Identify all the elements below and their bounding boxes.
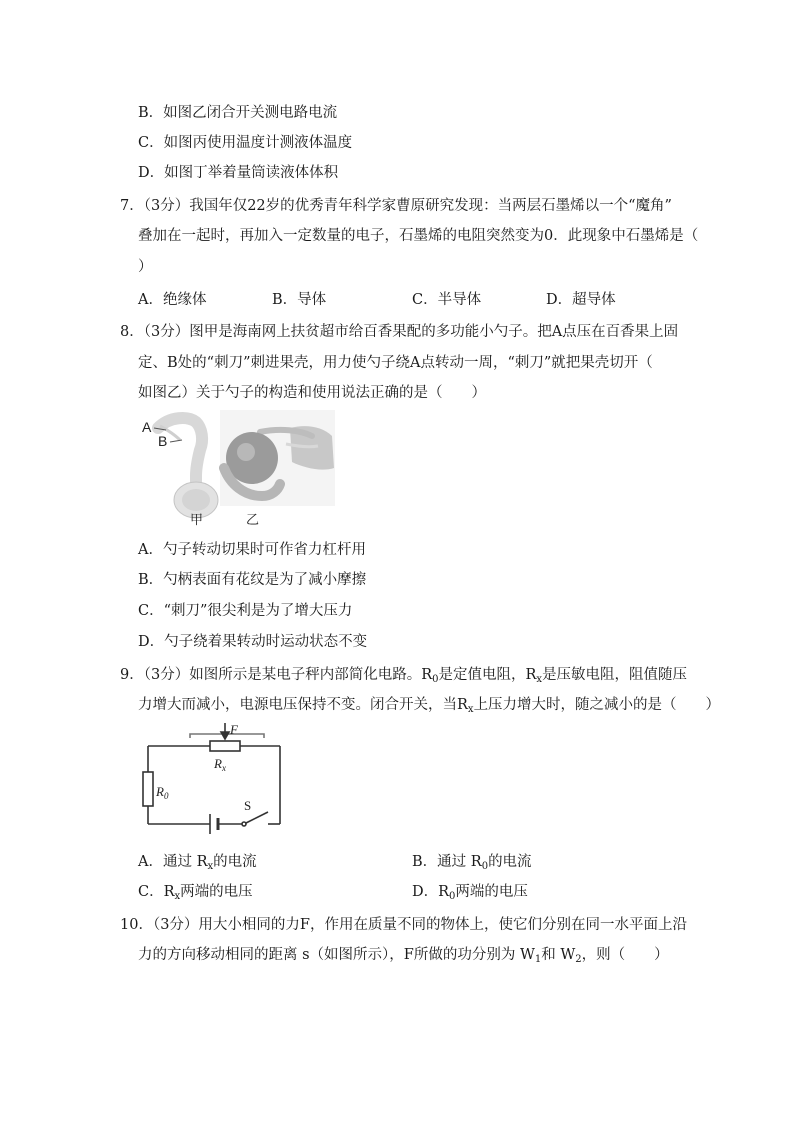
q6-option-b: B．如图乙闭合开关测电路电流	[138, 105, 338, 121]
label-yi: 乙	[246, 513, 260, 528]
q7-option-c: C．半导体	[412, 292, 482, 308]
q7-option-d: D．超导体	[546, 292, 616, 308]
switch	[246, 812, 268, 823]
q7-option-b: B．导体	[272, 292, 327, 308]
q9-stem-line2: 力增大而减小，电源电压保持不变。闭合开关，当$R_x$上压力增大时，随之减小的是（ ）	[138, 697, 721, 715]
q9-option-b: B．通过 $R_0$的电流	[412, 854, 532, 872]
label-f: F	[230, 722, 238, 737]
rx-resistor	[210, 741, 240, 751]
q7-stem-line1: 7．（3分）我国年仅22岁的优秀青年科学家曹原研究发现：当两层石墨烯以一个“魔角”	[120, 198, 672, 214]
r0-resistor	[143, 772, 153, 806]
label-b: B	[158, 433, 168, 449]
q7-stem-line2: 叠加在一起时，再加入一定数量的电子，石墨烯的电阻突然变为0．此现象中石墨烯是（	[138, 228, 699, 244]
q9-stem-line1: 9．（3分）如图所示是某电子秤内部简化电路。$R_0$是定值电阻，$R_x$是压敏电阻，阻值随压	[120, 667, 688, 685]
label-s: S	[244, 798, 252, 813]
q6-option-d: D．如图丁举着量筒读液体体积	[138, 165, 339, 181]
q7-stem-line3: ）	[138, 259, 153, 275]
label-rx: $R_x$	[214, 756, 226, 773]
spoon-figure	[140, 410, 335, 528]
fruit-cutting-illustration	[220, 410, 335, 506]
q8-option-d: D．勺子绕着果转动时运动状态不变	[138, 634, 368, 650]
q8-option-a: A．勺子转动切果时可作省力杠杆用	[138, 542, 366, 558]
label-a: A	[142, 419, 152, 435]
q9-option-c: C．$R_x$两端的电压	[138, 884, 253, 902]
q10-stem-line1: 10．（3分）用大小相同的力F，作用在质量不同的物体上，使它们分别在同一水平面上沿	[120, 917, 687, 933]
q8-stem-line2: 定、B处的“刺刀”刺进果壳，用力使勺子绕A点转动一周，“刺刀”就把果壳切开（	[138, 355, 653, 371]
q7-option-a: A．绝缘体	[138, 292, 207, 308]
q8-stem-line3: 如图乙）关于勺子的构造和使用说法正确的是（ ）	[138, 385, 486, 401]
q9-option-a: A．通过 $R_x$的电流	[138, 854, 257, 872]
q10-stem-line2: 力的方向移动相同的距离 s（如图所示），F所做的功分别为 $W_1$和 $W_2$，则（ ）	[138, 947, 669, 965]
q8-stem-line1: 8．（3分）图甲是海南网上扶贫超市给百香果配的多功能小勺子。把A点压在百香果上固	[120, 324, 679, 340]
q8-option-c: C．“刺刀”很尖利是为了增大压力	[138, 603, 353, 619]
label-r0: $R_0$	[156, 784, 169, 801]
q9-option-d: D．$R_0$两端的电压	[412, 884, 528, 902]
circuit-diagram	[140, 720, 290, 840]
label-jia: 甲	[190, 513, 204, 528]
q6-option-c: C．如图丙使用温度计测液体温度	[138, 135, 353, 151]
q8-option-b: B．勺柄表面有花纹是为了减小摩擦	[138, 572, 367, 588]
